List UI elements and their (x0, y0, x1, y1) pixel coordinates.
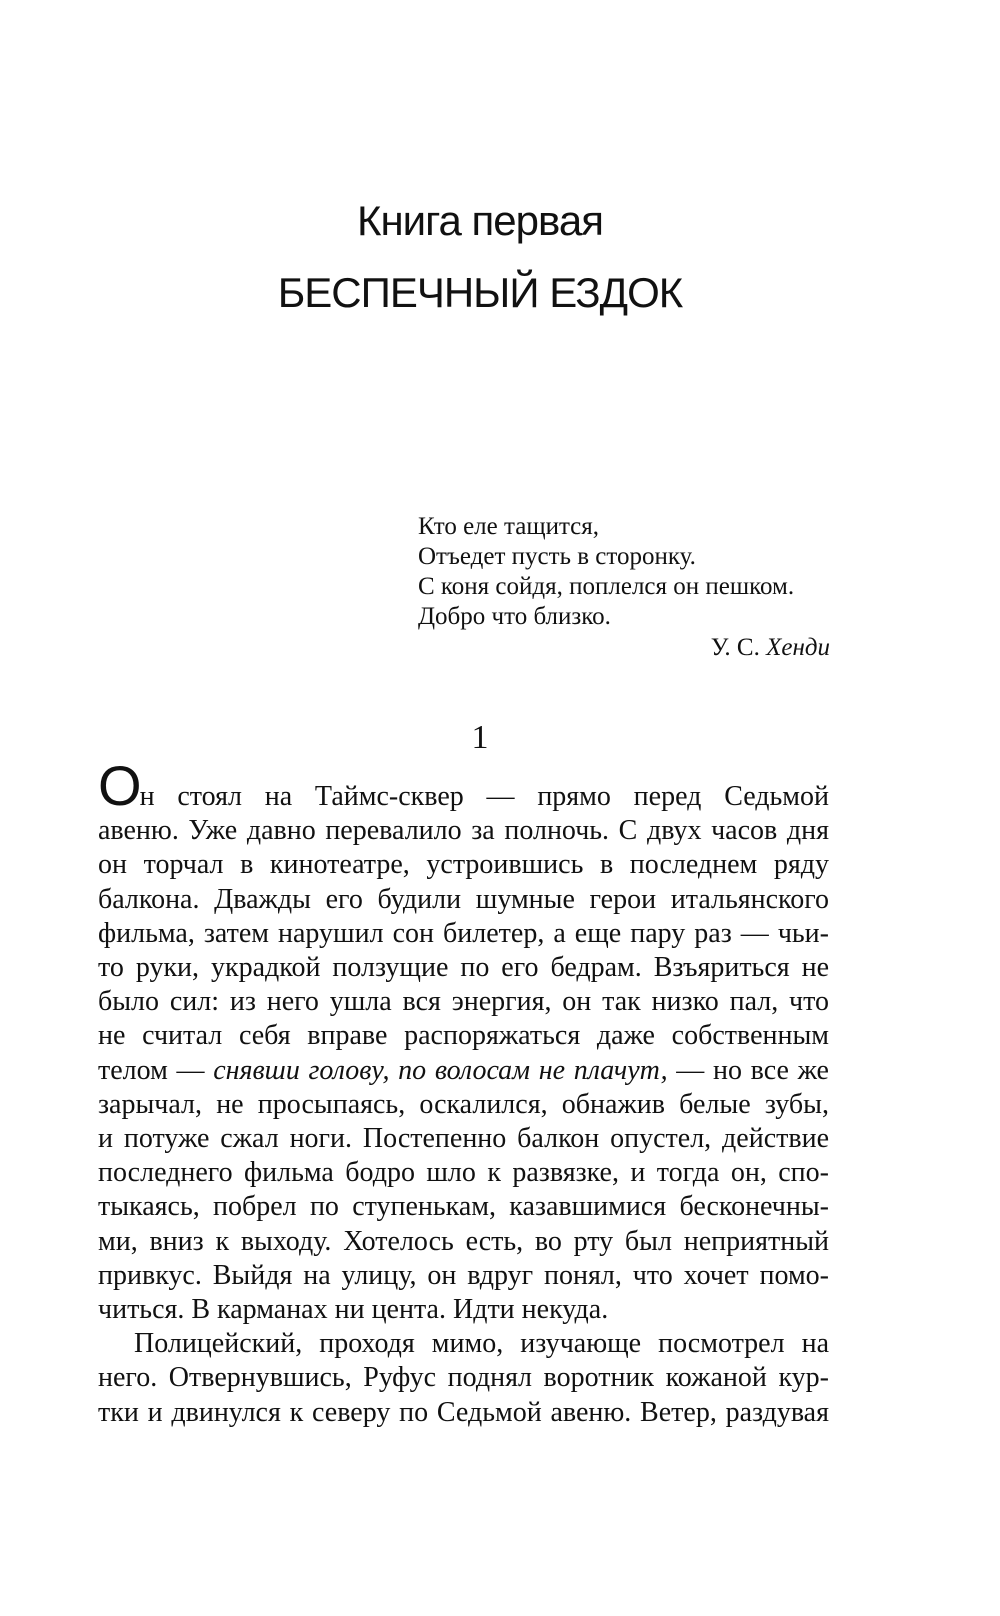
drop-cap: О (98, 754, 140, 817)
text-line (98, 1054, 829, 1088)
text-line: тыкаясь, побрел по ступенькам, казавшимися бесконечны- (98, 1191, 829, 1223)
text-line: последнего фильма бодро шло к развязке, и тогда он, спо- (98, 1157, 829, 1189)
author-name: Хенди (766, 634, 830, 661)
chapter-number: 1 (471, 719, 489, 756)
epigraph-line: Добро что близко. (418, 603, 611, 630)
text-line: привкус. Выйдя на улицу, он вдруг понял, что хочет помо- (98, 1259, 829, 1291)
epigraph-line: Кто еле тащится, (418, 513, 600, 540)
text-line: то руки, украдкой ползущие по его бедрам. Взъяриться не (98, 952, 829, 984)
text-fragment: — но все же (667, 1054, 829, 1086)
text-line: ми, вниз к выходу. Хотелось есть, во рту был неприятный (98, 1225, 829, 1257)
text-line: не считал себя вправе распоряжаться даже собственным (98, 1020, 829, 1052)
book-label: Книга первая (357, 197, 603, 244)
epigraph-line: Отъедет пусть в сторонку. (418, 543, 696, 570)
text-line: авеню. Уже давно перевалило за полночь. С двух часов дня (98, 815, 829, 847)
text-line: было сил: из него ушла вся энергия, он так низко пал, что (98, 986, 829, 1018)
text-line: тки и двинулся к северу по Седьмой авеню. Ветер, раздувая (98, 1396, 829, 1428)
text-line: него. Отвернувшись, Руфус поднял воротник кожаной кур- (98, 1362, 829, 1394)
book-title: БЕСПЕЧНЫЙ ЕЗДОК (277, 269, 683, 316)
text-line: и потуже сжал ноги. Постепенно балкон опустел, действие (98, 1123, 829, 1155)
text-fragment: н стоял на Таймс-сквер — прямо перед Седьмой (139, 781, 829, 812)
italic-phrase: снявши голову, по волосам не плачут, (213, 1054, 668, 1086)
epigraph-line: С коня сойдя, поплелся он пешком. (418, 573, 795, 600)
text-line: читься. В карманах ни цента. Идти некуда. (98, 1294, 609, 1326)
text-line (98, 754, 829, 817)
text-line: он торчал в кинотеатре, устроившись в последнем ряду (98, 849, 829, 881)
author-initials: У. С. (710, 634, 760, 661)
epigraph (418, 512, 830, 663)
text-line: балкона. Дважды его будили шумные герои итальянского (98, 883, 829, 915)
text-fragment: телом — (98, 1054, 214, 1086)
text-line: зарычал, не просыпаясь, оскалился, обнажив белые зубы, (98, 1088, 829, 1120)
epigraph-author (418, 633, 830, 663)
text-line: фильма, затем нарушил сон билетер, а еще пару раз — чьи- (98, 917, 829, 949)
chapter-text (98, 754, 829, 1430)
text-line: Полицейский, проходя мимо, изучающе посмотрел на (134, 1328, 829, 1360)
